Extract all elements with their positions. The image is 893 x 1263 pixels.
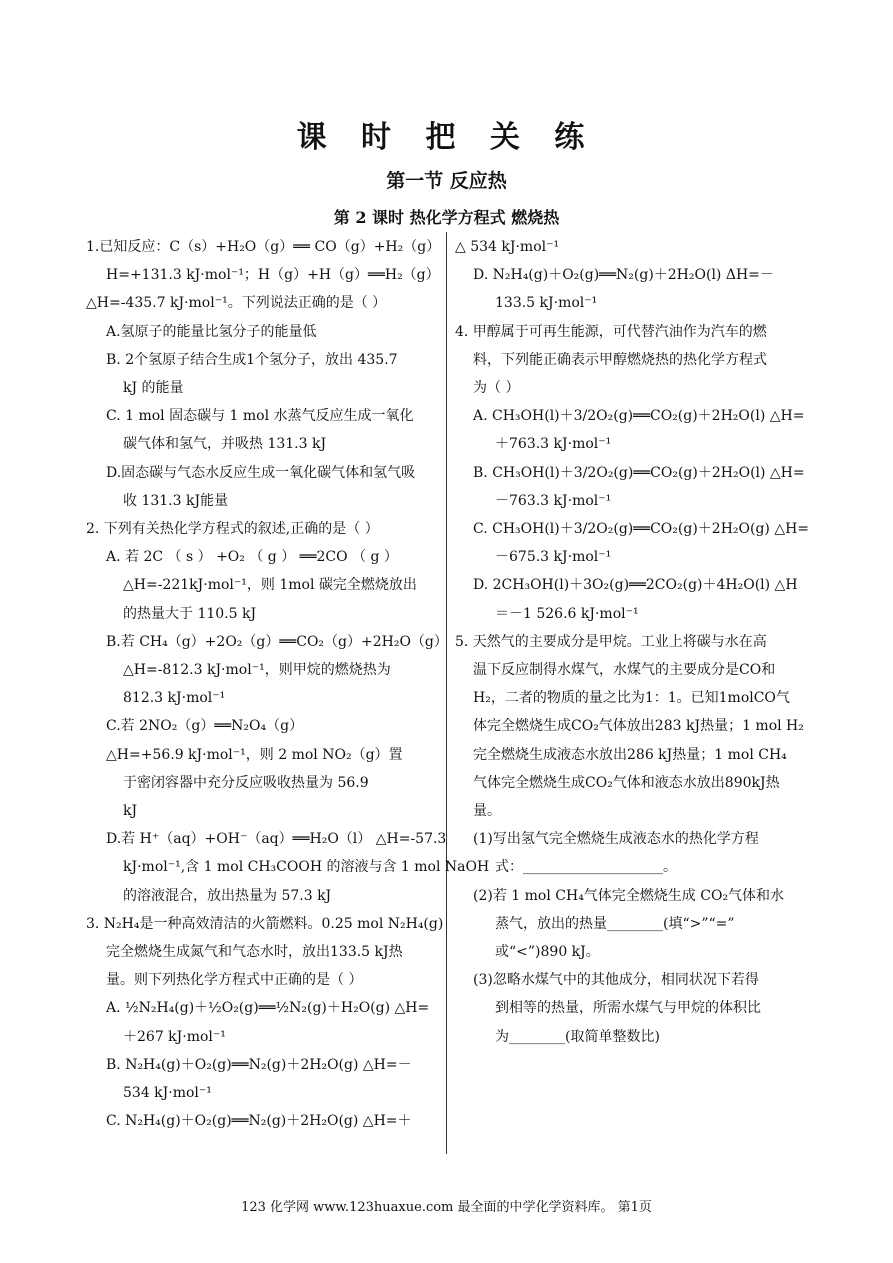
- text-line: 碳气体和氢气，并吸热 131.3 kJ: [123, 436, 327, 453]
- text-line: (3)忽略水煤气中的其他成分，相同状况下若得: [473, 972, 759, 989]
- text-line: B. CH₃OH(l)＋3/2O₂(g)══CO₂(g)＋2H₂O(l) △H=: [473, 464, 805, 481]
- text-line: 4. 甲醇属于可再生能源，可代替汽油作为汽车的燃: [455, 323, 767, 340]
- text-line: 到相等的热量，所需水煤气与甲烷的体积比: [495, 1000, 761, 1017]
- text-line: 体完全燃烧生成CO₂气体放出283 kJ热量；1 mol H₂: [473, 718, 804, 735]
- text-line: D.固态碳与气态水反应生成一氧化碳气体和氢气吸: [106, 464, 416, 481]
- text-line: kJ: [123, 803, 138, 820]
- text-line: 蒸气，放出的热量________(填“>”“=”: [495, 915, 735, 932]
- text-line: 的溶液混合，放出热量为 57.3 kJ: [123, 887, 332, 904]
- text-line: H=+131.3 kJ·mol⁻¹；H（g）+H（g）══H₂（g）: [106, 267, 440, 284]
- text-line: 量。: [473, 803, 501, 820]
- text-line: 料，下列能正确表示甲醇燃烧热的热化学方程式: [473, 351, 767, 368]
- text-line: 的热量大于 110.5 kJ: [123, 605, 257, 622]
- text-line: B.若 CH₄（g）+2O₂（g）══CO₂（g）+2H₂O（g）: [106, 633, 448, 650]
- text-line: C. 1 mol 固态碳与 1 mol 水蒸气反应生成一氧化: [106, 408, 414, 425]
- text-line: C. N₂H₄(g)＋O₂(g)══N₂(g)＋2H₂O(g) △H=＋: [106, 1113, 412, 1130]
- left-column: [86, 233, 490, 1136]
- text-line: 式：____________________。: [495, 859, 677, 876]
- text-line: 或“<”)890 kJ。: [495, 944, 600, 961]
- text-line: －675.3 kJ·mol⁻¹: [495, 549, 612, 566]
- text-line: 气体完全燃烧生成CO₂气体和液态水放出890kJ热: [473, 774, 780, 791]
- text-line: 3. N₂H₄是一种高效清洁的火箭燃料。0.25 mol N₂H₄(g): [86, 915, 444, 932]
- text-line: ＋267 kJ·mol⁻¹: [123, 1028, 226, 1045]
- text-line: 收 131.3 kJ能量: [123, 492, 229, 509]
- right-column: [455, 233, 810, 1051]
- page-footer: 123 化学网 www.123huaxue.com 最全面的中学化学资料库。 第1页: [241, 1200, 652, 1215]
- text-line: 812.3 kJ·mol⁻¹: [123, 690, 226, 707]
- text-line: △H=-221kJ·mol⁻¹，则 1mol 碳完全燃烧放出: [123, 577, 417, 594]
- section-title: 第一节 反应热: [386, 170, 507, 192]
- text-line: B. 2个氢原子结合生成1个氢分子，放出 435.7: [106, 351, 398, 368]
- text-line: (2)若 1 mol CH₄气体完全燃烧生成 CO₂气体和水: [473, 887, 785, 904]
- text-line: 1.已知反应：C（s）+H₂O（g）══ CO（g）+H₂（g）: [86, 239, 441, 255]
- column-divider: [446, 232, 447, 1154]
- text-line: D. 2CH₃OH(l)＋3O₂(g)══2CO₂(g)＋4H₂O(l) △H: [473, 577, 798, 594]
- text-line: △H=-812.3 kJ·mol⁻¹，则甲烷的燃烧热为: [123, 662, 391, 679]
- text-line: 完全燃烧生成氮气和气态水时，放出133.5 kJ热: [106, 944, 403, 961]
- text-line: (1)写出氢气完全燃烧生成液态水的热化学方程: [473, 831, 759, 848]
- text-line: △H=+56.9 kJ·mol⁻¹，则 2 mol NO₂（g）置: [106, 746, 403, 763]
- text-line: 2. 下列有关热化学方程式的叙述,正确的是（ ）: [86, 521, 379, 538]
- text-line: 5. 天然气的主要成分是甲烷。工业上将碳与水在高: [455, 633, 767, 650]
- text-line: －763.3 kJ·mol⁻¹: [495, 492, 612, 509]
- text-line: A.氢原子的能量比氢分子的能量低: [106, 323, 317, 340]
- text-line: △H=-435.7 kJ·mol⁻¹。下列说法正确的是（ ）: [86, 295, 387, 312]
- text-line: 量。则下列热化学方程式中正确的是（ ）: [106, 972, 363, 989]
- lesson-title: 第 2 课时 热化学方程式 燃烧热: [333, 208, 560, 227]
- text-line: D.若 H⁺（aq）+OH⁻（aq）══H₂O（l） △H=-57.3: [106, 831, 447, 848]
- text-line: A. 若 2C （ s ） +O₂ （ g ） ══2CO （ g ）: [106, 549, 398, 566]
- text-line: kJ·mol⁻¹,含 1 mol CH₃COOH 的溶液与含 1 mol NaOH: [123, 859, 490, 876]
- text-line: kJ 的能量: [123, 380, 184, 397]
- text-line: 534 kJ·mol⁻¹: [123, 1085, 212, 1102]
- text-line: C.若 2NO₂（g）══N₂O₄（g）: [106, 718, 304, 735]
- text-line: 完全燃烧生成液态水放出286 kJ热量；1 mol CH₄: [473, 746, 787, 763]
- text-line: △ 534 kJ·mol⁻¹: [455, 239, 560, 255]
- text-line: ＋763.3 kJ·mol⁻¹: [495, 436, 612, 453]
- text-line: ＝－1 526.6 kJ·mol⁻¹: [495, 605, 639, 622]
- text-line: B. N₂H₄(g)＋O₂(g)══N₂(g)＋2H₂O(g) △H=－: [106, 1056, 412, 1073]
- text-line: D. N₂H₄(g)＋O₂(g)══N₂(g)＋2H₂O(l) ΔH=－: [473, 267, 774, 284]
- text-line: 为________(取简单整数比): [495, 1028, 660, 1045]
- text-line: A. CH₃OH(l)＋3/2O₂(g)══CO₂(g)＋2H₂O(l) △H=: [473, 408, 805, 425]
- text-line: 为（ ）: [473, 380, 520, 397]
- text-line: C. CH₃OH(l)＋3/2O₂(g)══CO₂(g)＋2H₂O(g) △H=: [473, 521, 810, 538]
- page-title: 课 时 把 关 练: [296, 120, 597, 155]
- text-line: 133.5 kJ·mol⁻¹: [495, 295, 598, 312]
- text-line: H₂，二者的物质的量之比为1：1。已知1molCO气: [473, 690, 790, 707]
- text-line: 温下反应制得水煤气，水煤气的主要成分是CO和: [473, 662, 776, 679]
- text-line: A. ½N₂H₄(g)＋½O₂(g)══½N₂(g)＋H₂O(g) △H=: [106, 1000, 430, 1017]
- text-line: 于密闭容器中充分反应吸收热量为 56.9: [123, 774, 369, 791]
